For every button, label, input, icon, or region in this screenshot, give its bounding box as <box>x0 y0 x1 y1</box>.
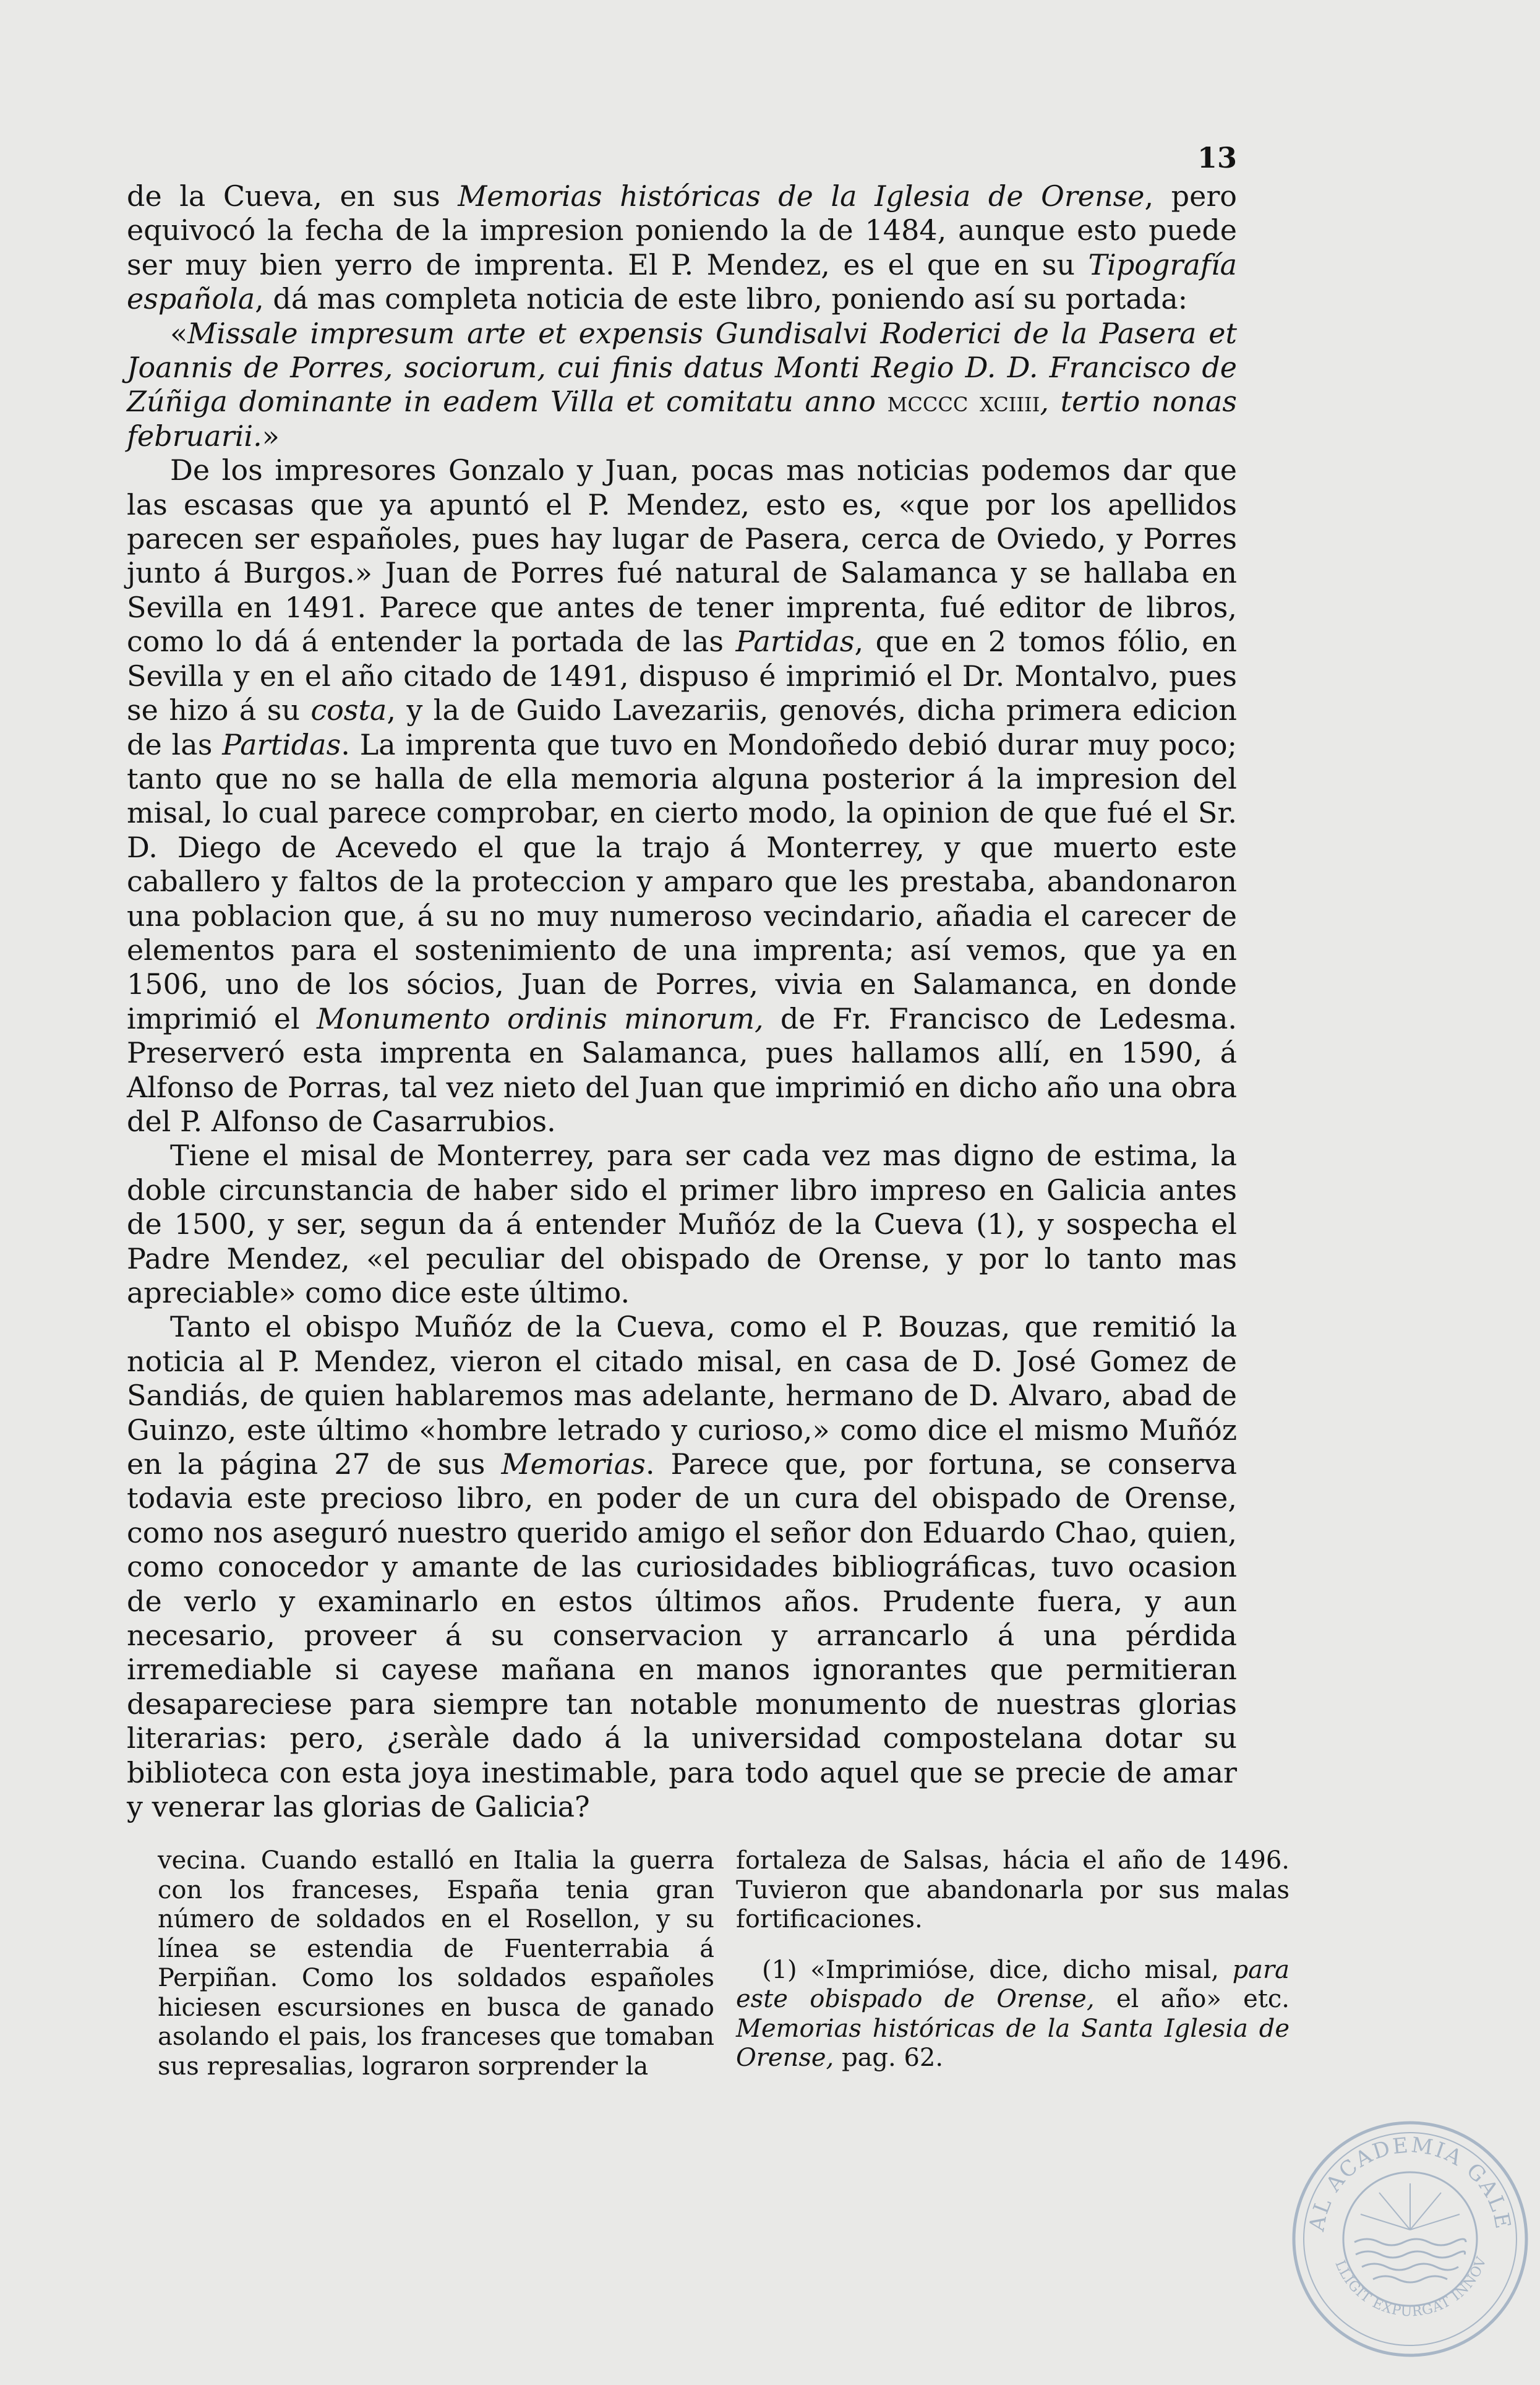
footnote-left-column <box>158 1846 714 2081</box>
academy-stamp <box>1286 2115 1534 2363</box>
stamp-top-text: AL ACADEMIA GALE <box>1304 2133 1516 2233</box>
paragraph-3: Tiene el misal de Monterrey, para ser cada vez mas digno de estima, la doble circunstancia de haber sido el primer libro impreso en Galicia antes de 1500, y ser, segun da á entender Muñóz de la Cueva (1), y sospecha el Padre Mendez, «el peculiar del obispado de Orense, y por lo tanto mas apreciable» como dice este último. <box>127 1139 1237 1309</box>
footnote-1: (1) «Imprimióse, dice, dicho misal, para este obispado de Orense, el año» etc. Memorias históricas de la Santa Iglesia de Orense, pag. 62. <box>736 1955 1290 2072</box>
main-text <box>127 179 1237 1825</box>
paragraph-2: De los impresores Gonzalo y Juan, pocas mas noticias podemos dar que las escasas que ya apuntó el P. Mendez, esto es, «que por los apellidos parecen ser españoles, pues hay lugar de Pasera, cerca de Oviedo, y Porres junto á Burgos.» Juan de Porres fué natural de Salamanca y se hallaba en Sevilla en 1491. Parece que antes de tener imprenta, fué editor de libros, como lo dá á entender la portada de las Partidas, que en 2 tomos fólio, en Sevilla y en el año citado de 1491, dispuso é imprimió el Dr. Montalvo, pues se hizo á su costa, y la de Guido Lavezariis, genovés, dicha primera edicion de las Partidas. La imprenta que tuvo en Mondoñedo debió durar muy poco; tanto que no se halla de ella memoria alguna posterior á la impresion del misal, lo cual parece comprobar, en cierto modo, la opinion de que fué el Sr. D. Diego de Acevedo el que la trajo á Monterrey, y que muerto este caballero y faltos de la proteccion y amparo que les prestaba, abandonaron una poblacion que, á su no muy numeroso vecindario, añadia el carecer de elementos para el sostenimiento de una imprenta; así vemos, que ya en 1506, uno de los sócios, Juan de Porres, vivia en Salamanca, en donde imprimió el Monumento ordinis minorum, de Fr. Francisco de Ledesma. Preserveró esta imprenta en Salamanca, pues hallamos allí, en 1590, á Alfonso de Porras, tal vez nieto del Juan que imprimió en dicho año una obra del P. Alfonso de Casarrubios. <box>127 453 1238 1138</box>
page-number: 13 <box>1197 141 1237 174</box>
paragraph-1: de la Cueva, en sus Memorias históricas de la Iglesia de Orense, pero equivocó la fecha de la impresion poniendo la de 1484, aunque esto puede ser muy bien yerro de imprenta. El P. Mendez, es el que en su Tipografía española, dá mas completa noticia de este libro, poniendo así su portada: <box>127 179 1237 316</box>
footnote-continuation: vecina. Cuando estalló en Italia la guerra con los franceses, España tenia gran número de soldados en el Rosellon, y su línea se estendia de Fuenterrabia á Perpiñan. Como los soldados españoles hiciesen escursiones en busca de ganado asolando el pais, los franceses que tomaban sus represalias, lograron sorprender la <box>158 1846 714 2081</box>
footnotes <box>158 1846 1290 2081</box>
paragraph-4: Tanto el obispo Muñóz de la Cueva, como el P. Bouzas, que remitió la noticia al P. Mendez, vieron el citado misal, en casa de D. José Gomez de Sandiás, de quien hablaremos mas adelante, hermano de D. Alvaro, abad de Guinzo, este último «hombre letrado y curioso,» como dice el mismo Muñóz en la página 27 de sus Memorias. Parece que, por fortuna, se conserva todavia este precioso libro, en poder de un cura del obispado de Orense, como nos aseguró nuestro querido amigo el señor don Eduardo Chao, quien, como conocedor y amante de las curiosidades bibliográficas, tuvo ocasion de verlo y examinarlo en estos últimos años. Prudente fuera, y aun necesario, proveer á su conservacion y arrancarlo á una pérdida irremediable si cayese mañana en manos ignorantes que permitieran desapareciese para siempre tan notable monumento de nuestras glorias literarias: pero, ¿seràle dado á la universidad compostelana dotar su biblioteca con esta joya inestimable, para todo aquel que se precie de amar y venerar las glorias de Galicia? <box>127 1310 1238 1824</box>
footnote-right-column <box>736 1846 1290 2081</box>
title-quote: «Missale impresum arte et expensis Gundisalvi Roderici de la Pasera et Joannis de Porres, sociorum, cui finis datus Monti Regio D. D. Francisco de Zúñiga dominante in eadem Villa et comitatu anno mcccc xciiii, tertio nonas februarii.» <box>127 316 1237 453</box>
stamp-bottom-text: LLIGIT EXPURGAT INNOV <box>1332 2255 1490 2320</box>
footnote-continuation-end: fortaleza de Salsas, hácia el año de 1496. Tuvieron que abandonarla por sus malas fortificaciones. <box>736 1846 1290 1933</box>
